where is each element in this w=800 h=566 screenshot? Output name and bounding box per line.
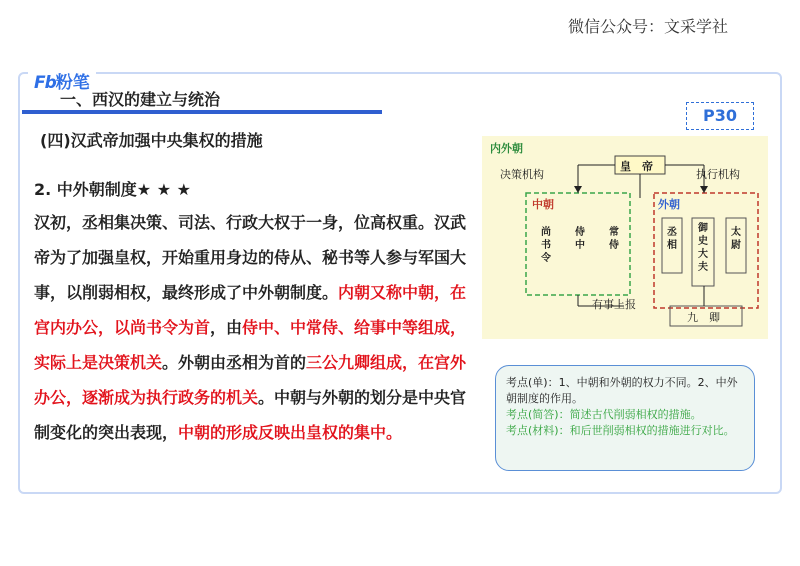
text-run-red: 内朝又称中朝，在宫内办公，以尚书令为首 (34, 283, 467, 337)
logo-text: 粉笔 (55, 73, 90, 93)
execution-organ-label: 执行机构 (696, 168, 740, 181)
emperor-label: 皇 帝 (620, 160, 653, 173)
decision-organ-label: 决策机构 (500, 168, 544, 181)
text-run: 汉初，丞相集决策、司法、行政大权于一身，位高权重。汉武帝为了加强皇权，开始重用身边的侍从、秘书等人参与军国大事，以削弱相权，最终形成了中外朝制度。 (34, 213, 467, 302)
exam-points-box (495, 365, 755, 471)
outer-item: 丞相 (667, 227, 677, 251)
inner-item: 侍中 (575, 227, 585, 251)
diagram-title: 内外朝 (490, 142, 523, 155)
text-run-red: 三公九卿组成，在宫外办公，逐渐成为执行政务的机关 (34, 353, 467, 407)
inner-item: 尚书令 (541, 227, 551, 264)
title-underline (22, 110, 382, 114)
body-paragraph (34, 205, 474, 450)
exam-point-short-answer: 考点(简答)：简述古代削弱相权的措施。 (506, 408, 702, 421)
page-reference-badge: P30 (686, 102, 754, 130)
inner-item: 常侍 (609, 227, 619, 251)
text-run: ，由 (210, 318, 243, 337)
nine-ministers-label: 九 卿 (687, 311, 720, 324)
inner-court-label: 中朝 (532, 198, 554, 211)
text-run-red: 中朝的形成反映出皇权的集中。 (178, 423, 403, 442)
section-heading: 2. 中外朝制度★ ★ ★ (34, 180, 191, 199)
text-run-red: 侍中、中常侍、给事中等组成，实际上是决策机关 (34, 318, 467, 372)
wechat-account-label: 微信公众号：文采学社 (567, 17, 728, 36)
outer-item: 御史大夫 (698, 223, 708, 273)
exam-point-material: 考点(材料)：和后世削弱相权的措施进行对比。 (506, 424, 735, 437)
text-run: 。中朝与外朝的划分是中央官制变化的突出表现， (34, 388, 467, 442)
outer-item: 太尉 (731, 227, 741, 251)
slide-title: 一、西汉的建立与统治 (60, 90, 221, 109)
outer-court-label: 外朝 (658, 198, 680, 211)
exam-point-single: 考点(单)：1、中朝和外朝的权力不同。2、中外朝制度的作用。 (506, 376, 738, 405)
inner-outer-court-diagram (482, 136, 768, 339)
slide-subtitle: (四)汉武帝加强中央集权的措施 (40, 131, 263, 150)
logo-mark: Fb (34, 73, 56, 93)
report-label: 有事上报 (592, 298, 636, 311)
text-run: 。外朝由丞相为首的 (162, 353, 307, 372)
